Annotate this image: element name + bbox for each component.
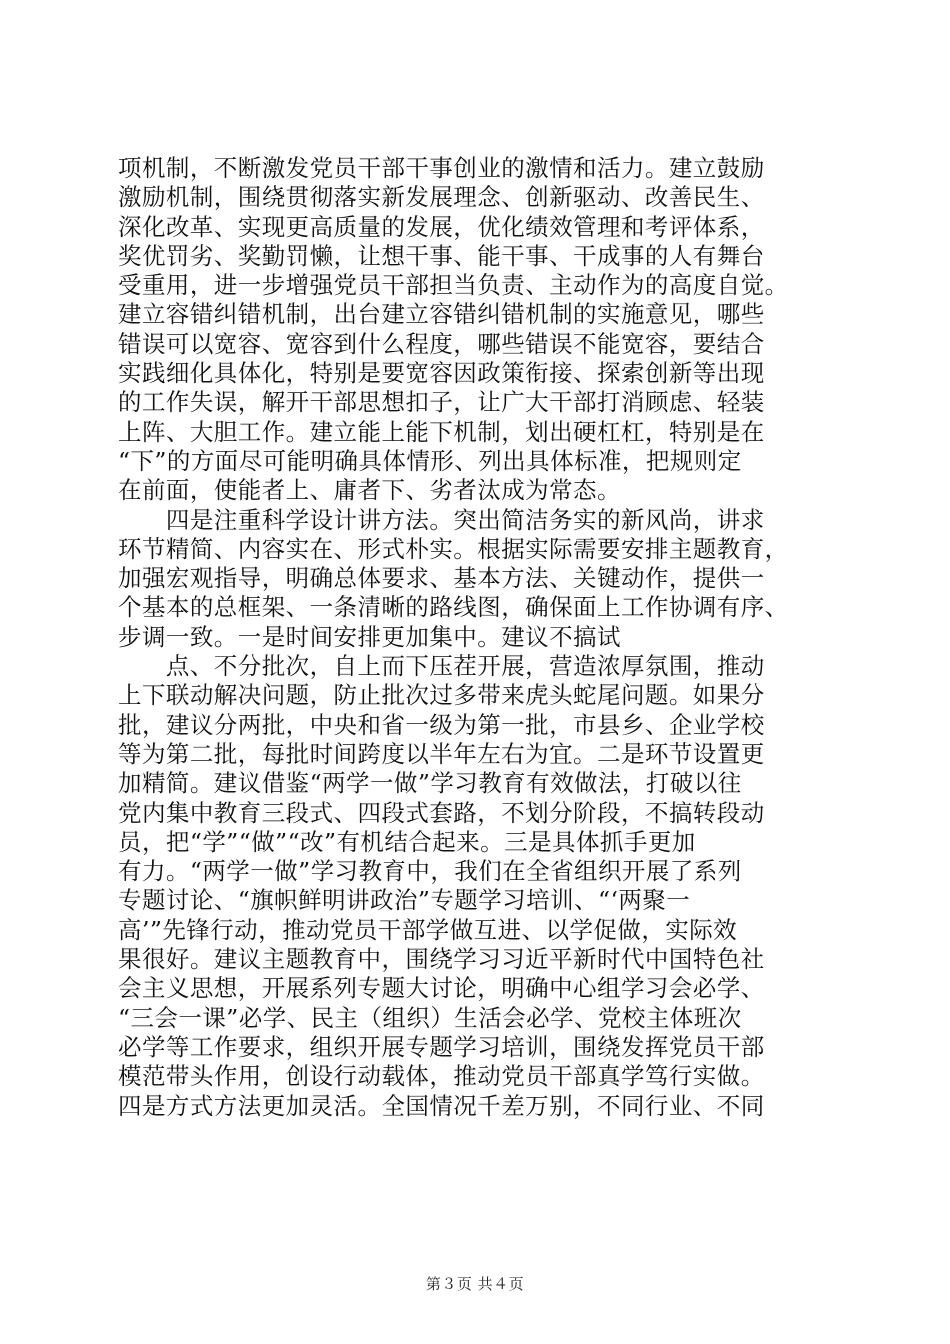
text-line: 员，把“学”“做”“改”有机结合起来。三是具体抓手更加 [118, 827, 696, 856]
text-line: 个基本的总框架、一条清晰的路线图，确保面上工作协调有序、 [118, 593, 789, 622]
text-line: 批，建议分两批，中央和省一级为第一批，市县乡、企业学校 [118, 710, 765, 739]
text-line: 的工作失误，解开干部思想扣子，让广大干部打消顾虑、轻装 [118, 388, 765, 417]
text-line: 会主义思想，开展系列专题大讨论，明确中心组学习会必学、 [118, 974, 765, 1003]
text-line: 项机制，不断激发党员干部干事创业的激情和活力。建立鼓励 [118, 154, 765, 182]
text-line: 步调一致。一是时间安排更加集中。建议不搞试 [118, 622, 621, 651]
text-line: “下”的方面尽可能明确具体情形、列出具体标准，把规则定 [118, 446, 742, 475]
text-line: 四是注重科学设计讲方法。突出简洁务实的新风尚，讲求 [118, 505, 765, 534]
text-line: “三会一课”必学、民主（组织）生活会必学、党校主体班次 [118, 1003, 742, 1032]
text-line: 加精简。建议借鉴“两学一做”学习教育有效做法，打破以往 [118, 769, 742, 798]
text-line: 实践细化具体化，特别是要宽容因政策衔接、探索创新等出现 [118, 359, 765, 388]
text-line: 环节精简、内容实在、形式朴实。根据实际需要安排主题教育， [118, 534, 789, 563]
text-line: 等为第二批，每批时间跨度以半年左右为宜。二是环节设置更 [118, 739, 765, 768]
text-line: 果很好。建议主题教育中，围绕学习习近平新时代中国特色社 [118, 945, 765, 974]
text-line: 奖优罚劣、奖勤罚懒，让想干事、能干事、干成事的人有舞台 [118, 241, 765, 270]
text-line: 上阵、大胆工作。建立能上能下机制，划出硬杠杠，特别是在 [118, 417, 765, 446]
text-line: 错误可以宽容、宽容到什么程度，哪些错误不能宽容，要结合 [118, 329, 765, 358]
text-line: 四是方式方法更加灵活。全国情况千差万别，不同行业、不同 [118, 1091, 765, 1120]
text-line: 深化改革、实现更高质量的发展，优化绩效管理和考评体系， [118, 212, 765, 241]
text-line: 专题讨论、“旗帜鲜明讲政治”专题学习培训、“‘两聚一 [118, 886, 691, 915]
page-number: 第３页 共４页 [425, 1275, 525, 1293]
text-line: 受重用，进一步增强党员干部担当负责、主动作为的高度自觉。 [118, 271, 789, 300]
text-line: 加强宏观指导，明确总体要求、基本方法、关键动作，提供一 [118, 564, 765, 593]
text-line: 点、不分批次，自上而下压茬开展，营造浓厚氛围，推动 [118, 652, 765, 681]
text-line: 必学等工作要求，组织开展专题学习培训，围绕发挥党员干部 [118, 1032, 765, 1061]
text-line: 高’”先锋行动，推动党员干部学做互进、以学促做，实际效 [118, 915, 738, 944]
text-line: 党内集中教育三段式、四段式套路，不划分阶段，不搞转段动 [118, 798, 765, 827]
text-line: 在前面，使能者上、庸者下、劣者汰成为常态。 [118, 476, 621, 505]
text-line: 激励机制，围绕贯彻落实新发展理念、创新驱动、改善民生、 [118, 183, 765, 212]
text-line: 模范带头作用，创设行动载体，推动党员干部真学笃行实做。 [118, 1062, 765, 1091]
text-line: 上下联动解决问题，防止批次过多带来虎头蛇尾问题。如果分 [118, 681, 765, 710]
document-body [118, 154, 838, 1121]
text-line: 建立容错纠错机制，出台建立容错纠错机制的实施意见，哪些 [118, 300, 765, 329]
text-line: 有力。“两学一做”学习教育中，我们在全省组织开展了系列 [118, 857, 742, 886]
